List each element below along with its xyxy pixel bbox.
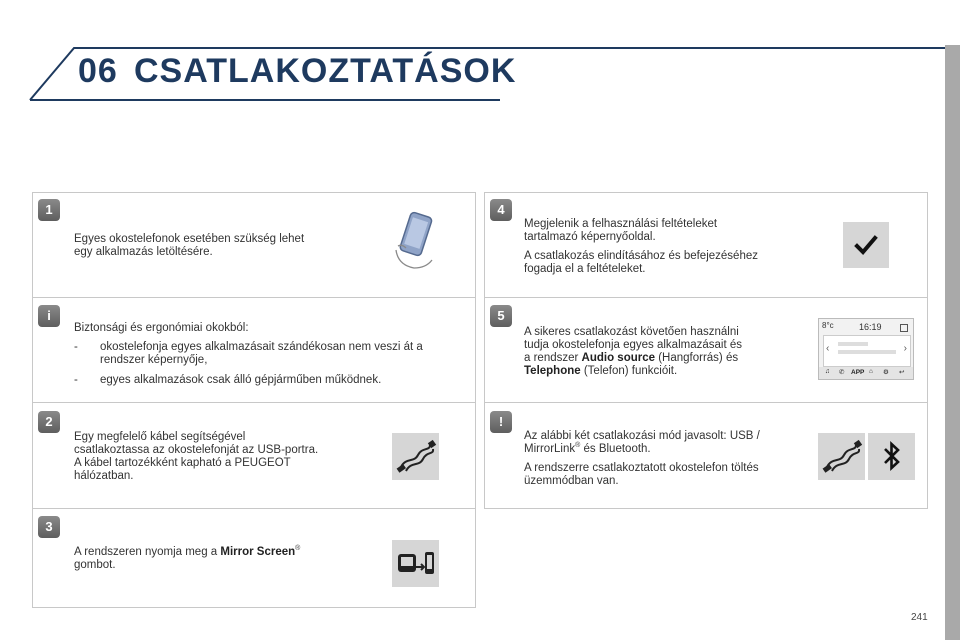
step1-text [74,233,304,259]
app-button-label: APP [851,369,865,376]
text-line: hálózatban. [74,470,134,482]
chapter-title: CSATLAKOZTATÁSOK [134,52,517,90]
step4-text [524,218,758,282]
grid-icon [900,324,908,332]
bullet-dash: - [74,341,78,353]
music-icon: ♫ [825,368,830,375]
step4-paragraph [524,218,758,244]
info-intro: Biztonsági és ergonómiai okokból: [74,322,249,334]
text-line: A sikeres csatlakozást követően használni [524,326,739,338]
phone-icon: ✆ [839,369,845,376]
text-span: (Telefon) funkcióit. [580,365,678,377]
step-badge-1: 1 [38,199,60,221]
text-line [524,365,742,378]
step5-text [524,326,742,378]
page-number: 241 [911,612,928,623]
step2-text [74,431,318,483]
text-line: tudja okostelefonja egyes alkalmazásait és [524,339,742,351]
info-badge: i [38,305,60,327]
text-line: egyes alkalmazások csak álló gépjárműben működnek. [100,374,382,386]
audio-source-label: Audio source [581,352,656,364]
list-item [74,374,469,387]
text-line: csatlakoztassa az okostelefonját az USB-portra. [74,444,319,456]
step3-text [74,546,300,572]
home-icon: ⌂ [869,368,873,375]
chapter-number: 06 [78,52,118,90]
step-badge-4: 4 [490,199,512,221]
text-span: és Bluetooth. [580,443,651,455]
mirror-screen-label: Mirror Screen [220,546,296,558]
text-line: A rendszerre csatlakoztatott okostelefon töltés [524,462,759,474]
text-line [74,546,300,559]
text-line: rendszer képernyője, [100,354,208,366]
separator [484,297,928,298]
separator [484,402,928,403]
separator [32,297,476,298]
warning-paragraph [524,430,760,456]
temperature-readout: 8°c [822,321,834,330]
bullet-text [100,374,381,387]
text-line: gombot. [74,559,116,571]
text-span: a rendszer [524,352,582,364]
telephone-label: Telephone [524,365,581,377]
side-bar [945,45,960,640]
text-line: okostelefonja egyes alkalmazásait szándékosan nem veszi át a [100,341,423,353]
text-line [524,443,760,456]
step-badge-3: 3 [38,516,60,538]
text-span: (Hangforrás) és [655,352,739,364]
warning-paragraph [524,462,760,488]
list-item [74,341,469,367]
screen-content-area [823,335,911,367]
warning-badge: ! [490,411,512,433]
text-line: Egy megfelelő kábel segítségével [74,431,246,443]
screen-bar [838,342,868,346]
separator [32,508,476,509]
chevron-left-icon: ‹ [826,343,830,354]
bluetooth-icon [868,433,915,480]
text-line: tartalmazó képernyőoldal. [524,231,656,243]
text-line: egy alkalmazás letöltésére. [74,246,213,258]
screen-bar [838,350,896,354]
back-icon: ↩ [899,369,905,376]
checkmark-icon [843,222,889,268]
text-line: A kábel tartozékként kapható a PEUGEOT [74,457,291,469]
chevron-right-icon: › [903,343,907,354]
step-badge-5: 5 [490,305,512,327]
usb-cable-icon [392,433,439,480]
system-screen-illustration [818,318,914,380]
text-line: üzemmódban van. [524,475,619,487]
bullet-dash: - [74,374,78,386]
step-badge-2: 2 [38,411,60,433]
warning-text [524,430,760,494]
text-line: Az alábbi két csatlakozási mód javasolt: USB / [524,430,760,442]
bullet-text [100,341,423,367]
registered-mark: ® [575,442,581,450]
usb-cable-icon [818,433,865,480]
step4-paragraph [524,250,758,276]
screen-toolbar [819,367,913,379]
separator [32,402,476,403]
registered-mark: ® [295,545,301,553]
text-line: Megjelenik a felhasználási feltételeket [524,218,718,230]
info-text [74,322,469,394]
text-span: MirrorLink [524,443,576,455]
mirror-screen-icon [392,540,439,587]
text-line: fogadja el a feltételeket. [524,263,646,275]
text-line: A csatlakozás elindításához és befejezéséhez [524,250,758,262]
text-line: Egyes okostelefonok esetében szükség lehet [74,233,305,245]
clock-readout: 16:19 [859,322,882,332]
text-line [524,352,742,365]
smartphone-hand-icon [388,210,442,272]
text-span: A rendszeren nyomja meg a [74,546,221,558]
settings-icon: ⚙ [883,369,889,376]
